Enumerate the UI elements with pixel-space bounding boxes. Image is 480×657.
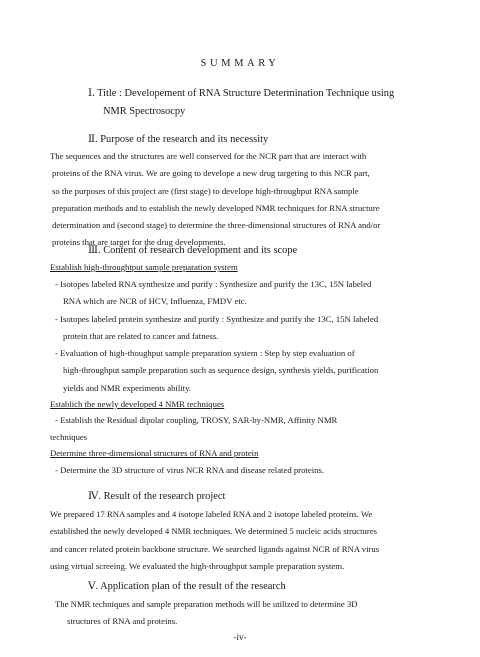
bullet-line: - Determine the 3D structure of virus NCR RNA and disease related proteins. <box>55 465 325 475</box>
bullet-line: RNA which are NCR of HCV, Influenza, FMDV etc. <box>63 296 247 307</box>
paragraph-line: established the newly developed 4 NMR techniques. We determined 5 nucleic acids structures <box>50 526 377 537</box>
paragraph-line: We prepared 17 RNA samples and 4 isotope labeled RNA and 2 isotope labeled proteins. We <box>50 509 373 519</box>
section-2-body <box>50 148 380 252</box>
subsection-2-body <box>50 412 338 447</box>
section-1-heading-line2: NMR Spectrosocpy <box>103 106 186 117</box>
paragraph-line: and cancer related protein backbone structure. We searched ligands against NCR of RNA virus <box>50 543 380 554</box>
paragraph-line: using virtual screeing. We evaluated the high-throughput sample preparation system. <box>50 560 345 571</box>
bullet-line: - Establish the Residual dipolar coupling, TROSY, SAR-by-NMR, Affinity NMR <box>55 415 338 425</box>
page-title: SUMMARY <box>200 58 280 69</box>
bullet-line: high-throughput sample preparation such as sequence design, synthesis yields, purification <box>63 365 379 376</box>
subsection-3-heading: Determine three-dimensional structures of RNA and protein <box>50 448 259 458</box>
section-2-heading: Ⅱ. Purpose of the research and its necessity <box>88 134 269 145</box>
section-1-heading-line1: Ⅰ. Title : Developement of RNA Structure Determination Technique using <box>88 88 395 99</box>
section-5-body <box>55 596 358 631</box>
paragraph-line: The sequences and the structures are well conserved for the NCR part that are interact with <box>50 151 367 161</box>
bullet-line: - Isotopes labeled protein synthesize and purify : Synthesize and purify the 13C, 15N labeled <box>55 313 379 324</box>
paragraph-line: structures of RNA and proteins. <box>67 616 178 627</box>
paragraph-line: preparation methods and to establish the newly developed NMR techniques for RNA structure <box>52 202 380 213</box>
bullet-line: protein that are related to cancer and fatness. <box>63 330 219 341</box>
subsection-1-heading: Establish high-throughtput sample preparation system <box>50 262 238 272</box>
paragraph-line: proteins that are target for the drug developments. <box>52 237 226 248</box>
bullet-line: techniques <box>50 432 88 443</box>
paragraph-line: proteins of the RNA virus. We are going to develope a new drug targeting to this NCR part, <box>52 168 370 179</box>
subsection-3-body <box>55 462 324 479</box>
section-4-heading: Ⅳ. Result of the research project <box>88 491 226 502</box>
bullet-line: yields and NMR experiments ability. <box>63 382 192 393</box>
section-4-body <box>50 506 379 575</box>
bullet-line: - Isotopes labeled RNA synthesize and purify : Synthesize and purify the 13C, 15N labeled <box>55 279 372 289</box>
bullet-line: - Evaluation of high-thoughput sample preparation system : Step by step evaluation of <box>55 348 355 359</box>
paragraph-line: The NMR techniques and sample preparation methods will be utilized to determine 3D <box>55 599 358 609</box>
subsection-2-heading: Establich the newly developed 4 NMR techniques <box>50 399 225 409</box>
paragraph-line: determination and (second stage) to determine the three-dimensional structures of RNA and/or <box>52 220 381 231</box>
subsection-1-body <box>55 276 378 397</box>
section-5-heading: Ⅴ. Application plan of the result of the research <box>88 581 286 592</box>
paragraph-line: so the purposes of this project are (first stage) to develope high-throughput RNA sample <box>52 185 359 196</box>
section-3-heading: Ⅲ. Content of research development and its scope <box>88 245 298 256</box>
page-number: -iv- <box>233 632 247 642</box>
